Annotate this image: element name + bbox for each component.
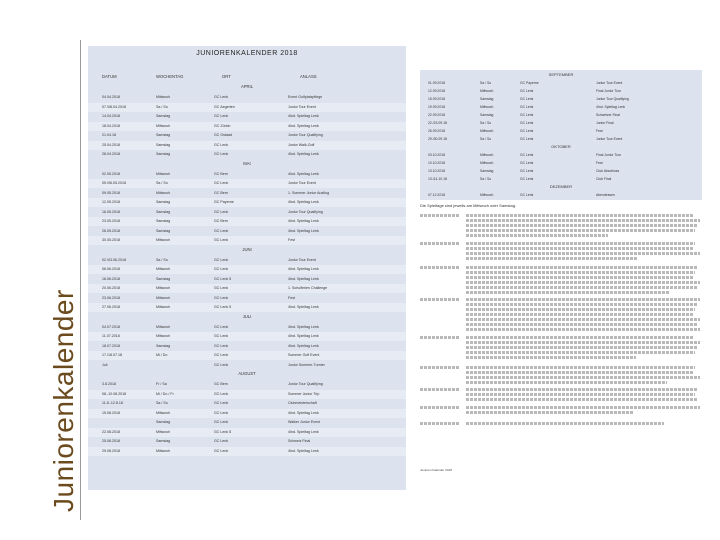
- table-cell: 4Ind. Spieltag Lenk: [288, 343, 319, 348]
- table-cell: 26.09.2018: [428, 129, 445, 133]
- table-cell: GC Lenk: [214, 448, 229, 453]
- table-cell: Junior Tour Qualifying: [288, 133, 323, 137]
- section-header: APRIL: [240, 84, 254, 89]
- table-cell: Mittwoch: [156, 295, 171, 300]
- table-cell: 13.10.2018: [428, 169, 445, 173]
- table-row: [420, 119, 702, 127]
- table-cell: 22.08.2018: [102, 429, 120, 434]
- table-row: [88, 170, 406, 179]
- table-cell: Junior Tour Qualifying: [596, 97, 629, 101]
- detail-text: [466, 242, 702, 262]
- table-cell: Samstag: [156, 439, 171, 443]
- table-row: [88, 150, 406, 159]
- table-cell: Mittwoch: [156, 190, 171, 195]
- table-cell: Mittwoch: [480, 105, 494, 109]
- table-row: [88, 399, 406, 408]
- table-row: [420, 95, 702, 103]
- calendar-title: JUNIORENKALENDER 2018: [196, 50, 298, 57]
- table-cell: GC Lenk: [520, 153, 534, 157]
- detail-text: [466, 366, 702, 386]
- table-cell: GC Lenk: [214, 238, 229, 242]
- table-cell: GC Payerne: [214, 200, 234, 204]
- footer-text: Junioren Kalender 2018: [420, 468, 452, 472]
- table-cell: GC Lenk 5: [214, 305, 232, 309]
- table-cell: 04.07.2018: [102, 324, 120, 329]
- table-cell: 22./23.09.18: [428, 121, 447, 125]
- table-cell: 4Ind. Spieltag Lenk: [288, 429, 319, 434]
- table-row: [88, 284, 406, 293]
- table-cell: GC Lenk: [520, 97, 534, 101]
- table-cell: Samstag: [156, 219, 171, 223]
- table-cell: Final Junior Tour: [596, 89, 622, 93]
- detail-label: [420, 366, 464, 371]
- table-cell: GC Zürich: [214, 123, 231, 128]
- table-cell: 15.09.2018: [428, 97, 445, 101]
- table-cell: Abendessen: [596, 193, 615, 197]
- table-cell: Fest: [596, 129, 603, 133]
- section-header: MAI: [243, 160, 251, 166]
- table-cell: GC Lenk: [214, 401, 229, 405]
- table-cell: GC Lenk: [520, 193, 534, 197]
- table-cell: 12.05.2018: [102, 200, 120, 204]
- table-cell: 4Ind. Spieltag Lenk: [288, 305, 319, 309]
- table-cell: GC Gstaad: [214, 133, 232, 137]
- note-text: Die Spieltage sind jeweils am Mittwoch oder Samstag.: [420, 203, 517, 208]
- table-cell: Samstag: [156, 200, 171, 204]
- table-cell: GC Lenk: [214, 152, 229, 156]
- table-cell: GC Lenk: [520, 121, 534, 125]
- table-cell: 17./18.07.18: [102, 353, 122, 357]
- table-cell: Samstag: [156, 276, 171, 281]
- table-cell: 4Ind. Spieltag Lenk: [288, 200, 319, 204]
- table-cell: GC Lenk: [214, 353, 229, 357]
- table-row: [88, 303, 406, 312]
- table-cell: 14.04.2018: [102, 114, 120, 118]
- table-cell: GC Bern: [214, 171, 228, 176]
- table-cell: Samstag: [156, 114, 171, 118]
- table-cell: Mittwoch: [156, 286, 171, 290]
- table-cell: 18.07.2018: [102, 343, 120, 348]
- table-cell: Junior Tour Qualifying: [288, 382, 323, 386]
- table-cell: GC Lenk: [520, 129, 534, 133]
- table-cell: 4Ind. Spieltag Lenk: [288, 448, 319, 453]
- column-header-weekday: WOCHENTAG: [156, 74, 184, 79]
- table-cell: 3.8.2018: [102, 382, 116, 386]
- table-cell: GC Lenk: [214, 142, 229, 147]
- table-cell: 23.05.2018: [102, 219, 120, 223]
- table-cell: 09.05.2018: [102, 190, 120, 195]
- table-row: [88, 380, 406, 389]
- section-header: JULI: [242, 313, 252, 319]
- table-cell: Clubmeisterschaft: [288, 401, 317, 405]
- table-cell: 4Ind. Spieltag Lenk: [288, 276, 319, 281]
- table-cell: GC Lenk: [214, 420, 229, 424]
- divider-line: [80, 40, 81, 520]
- table-row: [420, 79, 702, 87]
- table-row: [88, 390, 406, 399]
- table-cell: 4Ind. Spieltag Lenk: [288, 410, 319, 415]
- table-cell: 4Ind. Spieltag Lenk: [288, 324, 319, 329]
- table-cell: GC Aegerten: [214, 104, 235, 109]
- table-cell: 28.04.2018: [102, 152, 120, 156]
- table-row: [420, 127, 702, 135]
- table-cell: 12.09.2018: [428, 89, 445, 93]
- table-cell: Sa / So: [156, 257, 168, 262]
- table-cell: Final Junior Tour: [596, 153, 622, 157]
- table-cell: Junior Tour Event: [596, 137, 623, 141]
- table-cell: 4Ind. Spieltag Lenk: [288, 219, 319, 223]
- table-cell: Junior Tour Event: [288, 181, 316, 185]
- table-cell: Club Final: [596, 177, 612, 181]
- table-cell: Event Golfplatzpflege: [288, 95, 323, 99]
- table-cell: 4Ind. Spieltag Lenk: [288, 171, 319, 176]
- table-cell: Sa / So: [480, 121, 492, 125]
- table-cell: Samstag: [156, 209, 171, 214]
- table-cell: 27.06.2018: [102, 305, 120, 309]
- table-cell: 16.06.2018: [102, 276, 120, 281]
- table-cell: Samstag: [480, 97, 494, 101]
- table-cell: Mittwoch: [156, 429, 171, 434]
- table-cell: GC Lenk: [214, 209, 229, 214]
- table-cell: 4Ind. Spieltag Lenk: [288, 114, 319, 118]
- table-cell: Mi / Do / Fr: [156, 391, 174, 396]
- table-cell: GC Bern: [214, 219, 228, 223]
- column-header-event: ANLASS: [300, 74, 317, 79]
- table-row: [88, 265, 406, 274]
- table-cell: GC Bern: [214, 190, 228, 195]
- table-row: [88, 227, 406, 236]
- section-header: OKTOBER: [551, 144, 571, 149]
- table-cell: Mittwoch: [156, 171, 171, 176]
- section-header: JUNI: [242, 246, 252, 252]
- table-cell: GC Lenk: [214, 95, 229, 99]
- table-cell: GC Lenk: [214, 410, 229, 415]
- table-row: [88, 103, 406, 112]
- detail-label: [420, 406, 464, 411]
- table-row: [88, 428, 406, 437]
- table-row: [420, 111, 702, 119]
- table-cell: GC Lenk: [214, 228, 229, 233]
- table-cell: GC Lenk: [214, 181, 229, 185]
- table-cell: Samstag: [156, 152, 171, 156]
- table-cell: GC Lenk: [214, 334, 229, 338]
- table-cell: 22.09.2018: [428, 113, 445, 117]
- section-header: SEPTEMBER: [548, 72, 574, 77]
- table-cell: GC Lenk 5: [214, 429, 232, 434]
- table-cell: Mittwoch: [156, 238, 171, 242]
- table-cell: Samstag: [480, 113, 494, 117]
- table-row: [88, 275, 406, 284]
- table-cell: Mittwoch: [156, 448, 171, 453]
- detail-label: [420, 242, 464, 247]
- table-cell: Schweiz Final: [288, 439, 311, 443]
- table-cell: 15.08.2018: [102, 410, 120, 415]
- table-cell: GC Lenk: [214, 295, 229, 300]
- table-row: [88, 236, 406, 245]
- table-cell: 05./06.05.2018: [102, 181, 126, 185]
- table-cell: Fest: [288, 238, 295, 242]
- detail-label: [420, 422, 464, 427]
- table-cell: 4Ind. Spieltag Lenk: [288, 267, 319, 271]
- table-cell: Samstag: [156, 228, 171, 233]
- table-cell: GC Lenk: [214, 257, 229, 262]
- table-cell: 02./03.06.2018: [102, 257, 126, 262]
- table-row: [88, 131, 406, 140]
- table-row: [88, 351, 406, 360]
- table-cell: Mittwoch: [156, 324, 171, 329]
- table-cell: Mittwoch: [156, 334, 171, 338]
- table-cell: GC Payerne: [520, 81, 539, 85]
- table-row: [88, 208, 406, 217]
- table-cell: Juli: [102, 362, 108, 367]
- table-cell: GC Lenk: [520, 89, 534, 93]
- table-cell: GC Lenk: [520, 169, 534, 173]
- table-cell: 4Ind. Spieltag Lenk: [288, 334, 319, 338]
- table-cell: Mittwoch: [480, 129, 494, 133]
- table-cell: 21.04.18: [102, 133, 116, 137]
- table-cell: Schweizer Final: [596, 113, 620, 117]
- table-cell: GC Lenk: [520, 105, 534, 109]
- table-cell: 1. Sommer Junior Ausflug: [288, 190, 330, 195]
- table-row: [420, 151, 702, 159]
- table-cell: Mittwoch: [156, 267, 171, 271]
- table-cell: Mi / Do: [156, 353, 168, 357]
- detail-text: [466, 422, 702, 427]
- table-row: [420, 191, 702, 199]
- table-cell: 03.10.2018: [428, 153, 445, 157]
- table-cell: Samstag: [480, 169, 494, 173]
- detail-label: [420, 214, 464, 219]
- table-cell: Mittwoch: [480, 161, 494, 165]
- table-row: [420, 135, 702, 143]
- table-cell: 10.10.2018: [428, 161, 445, 165]
- table-cell: Club Abschluss: [596, 169, 620, 173]
- table-row: [88, 93, 406, 102]
- table-row: [88, 141, 406, 150]
- table-cell: 20.06.2018: [102, 286, 120, 290]
- table-cell: 4Ind. Spieltag Lenk: [288, 123, 319, 128]
- table-cell: Sa / So: [480, 81, 492, 85]
- table-cell: 16.05.2018: [102, 209, 120, 214]
- column-header-date: DATUM: [102, 74, 117, 79]
- table-cell: 23.06.2018: [102, 295, 120, 300]
- table-row: [88, 112, 406, 121]
- table-cell: Walker Junior Event: [288, 420, 321, 424]
- detail-text: [466, 214, 702, 239]
- table-row: [88, 418, 406, 427]
- table-row: [88, 256, 406, 265]
- table-row: [88, 122, 406, 131]
- table-cell: Mittwoch: [480, 153, 494, 157]
- table-cell: Junior Tour Event: [288, 257, 316, 262]
- detail-label: [420, 298, 464, 303]
- table-cell: 4Ind. Spieltag Lenk: [288, 152, 319, 156]
- table-cell: Junior Sommer-Turnier: [288, 362, 325, 367]
- detail-text: [466, 336, 702, 361]
- table-cell: Junior Tour Qualifying: [288, 209, 323, 214]
- table-cell: Junior Tour Event: [596, 81, 623, 85]
- table-row: [88, 189, 406, 198]
- detail-label: [420, 336, 464, 341]
- table-cell: 25.08.2018: [102, 439, 120, 443]
- table-row: [88, 323, 406, 332]
- table-cell: 19.09.2018: [428, 105, 445, 109]
- sidebar-title: Juniorenkalender: [48, 289, 79, 512]
- table-row: [88, 361, 406, 370]
- table-cell: GC Lenk: [214, 286, 229, 290]
- table-cell: Mittwoch: [156, 123, 171, 128]
- table-cell: Mittwoch: [156, 305, 171, 309]
- column-header-location: ORT: [222, 74, 231, 79]
- detail-label: [420, 266, 464, 271]
- detail-label: [420, 388, 464, 393]
- table-cell: 26.05.2018: [102, 228, 120, 233]
- table-row: [420, 87, 702, 95]
- table-row: [88, 409, 406, 418]
- table-cell: Sa / So: [156, 181, 168, 185]
- table-cell: 4Ind. Spieltag Lenk: [288, 228, 319, 233]
- table-cell: Fest: [288, 295, 295, 300]
- table-row: [88, 198, 406, 207]
- table-cell: Mittwoch: [480, 193, 494, 197]
- table-cell: GC Lenk: [214, 439, 229, 443]
- table-cell: GC Lenk: [214, 343, 229, 348]
- table-cell: Samstag: [156, 420, 171, 424]
- table-row: [420, 159, 702, 167]
- table-cell: GC Bern: [214, 382, 228, 386]
- table-cell: 07./08.04.2018: [102, 104, 126, 109]
- table-cell: GC Lenk: [520, 161, 534, 165]
- table-cell: Sa / So: [156, 401, 168, 405]
- table-cell: GC Lenk: [520, 113, 534, 117]
- table-cell: Samstag: [156, 133, 171, 137]
- table-row: [420, 167, 702, 175]
- table-cell: GC Lenk: [520, 137, 534, 141]
- table-row: [88, 179, 406, 188]
- detail-text: [466, 266, 702, 296]
- table-cell: Sommer Golf Event: [288, 353, 320, 357]
- table-cell: 08.-10.08.2018: [102, 391, 127, 396]
- table-cell: Mittwoch: [156, 410, 171, 415]
- detail-text: [466, 298, 702, 333]
- table-cell: 02.05.2018: [102, 171, 120, 176]
- table-row: [88, 342, 406, 351]
- detail-text: [466, 388, 702, 403]
- table-cell: 07.12.2018: [428, 193, 445, 197]
- table-cell: Fest: [596, 161, 603, 165]
- table-cell: 29.08.2018: [102, 448, 120, 453]
- table-cell: 29./30.09.18: [428, 137, 447, 141]
- table-cell: GC Lenk: [520, 177, 534, 181]
- table-row: [88, 217, 406, 226]
- table-row: [88, 447, 406, 456]
- table-cell: GC Lenk: [214, 391, 229, 396]
- table-cell: GC Lenk: [214, 324, 229, 329]
- table-cell: 1. Schulferien Challenge: [288, 286, 328, 290]
- table-cell: Mittwoch: [156, 95, 171, 99]
- table-cell: 06.06.2018: [102, 267, 120, 271]
- table-row: [420, 175, 702, 183]
- table-cell: Junior Tour Event: [288, 104, 316, 109]
- table-cell: 01.09.2018: [428, 81, 445, 85]
- table-cell: Sa / So: [156, 104, 168, 109]
- table-cell: Mittwoch: [480, 89, 494, 93]
- table-cell: 11.07.2018: [102, 334, 120, 338]
- detail-text: [466, 406, 702, 416]
- table-cell: Fr / Sa: [156, 382, 167, 386]
- table-cell: GC Lenk: [214, 267, 229, 271]
- table-cell: 04.04.2018: [102, 95, 120, 99]
- table-cell: 18.04.2018: [102, 123, 120, 128]
- section-header: DEZEMBER: [549, 184, 573, 189]
- table-cell: GC Lenk 5: [214, 276, 232, 281]
- table-cell: Junior Final: [596, 121, 614, 125]
- table-row: [88, 332, 406, 341]
- table-cell: Sa / So: [480, 137, 492, 141]
- table-cell: GC Lenk: [214, 362, 229, 367]
- table-cell: Samstag: [156, 343, 171, 348]
- section-header: AUGUST: [238, 371, 256, 376]
- table-cell: GC Lenk: [214, 114, 229, 118]
- table-row: [88, 437, 406, 446]
- table-cell: 11.8.-12.8.18: [102, 401, 123, 405]
- table-cell: Junior Walk-Golf: [288, 142, 315, 147]
- table-row: [88, 294, 406, 303]
- table-row: [420, 103, 702, 111]
- table-cell: Sa / So: [480, 177, 492, 181]
- table-cell: 25.04.2018: [102, 142, 120, 147]
- table-cell: 30.05.2018: [102, 238, 120, 242]
- table-cell: Sommer Junior Trip: [288, 391, 320, 396]
- table-cell: 4Ind. Spieltag Lenk: [596, 105, 626, 109]
- table-cell: Samstag: [156, 142, 171, 147]
- table-cell: 13./14.10.18: [428, 177, 447, 181]
